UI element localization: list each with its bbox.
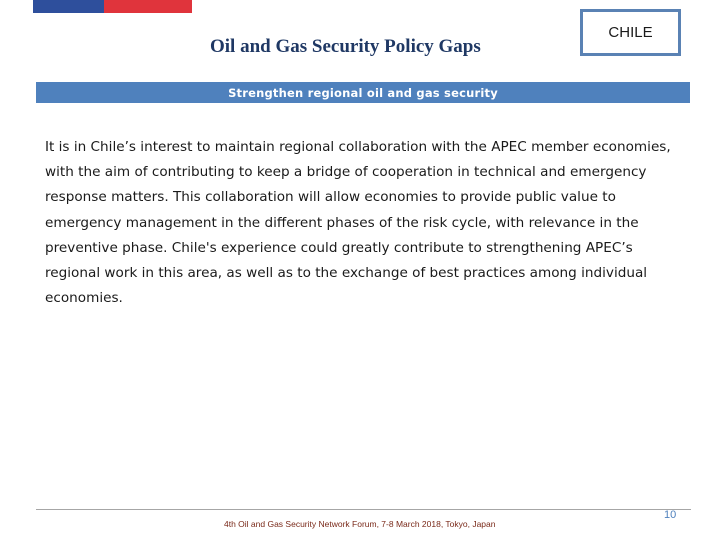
footer-event-text: 4th Oil and Gas Security Network Forum, 7-8 March 2018, Tokyo, Japan bbox=[224, 519, 496, 529]
section-banner-text: Strengthen regional oil and gas security bbox=[228, 85, 498, 100]
flag-stripe-red bbox=[104, 0, 192, 13]
slide-title: Oil and Gas Security Policy Gaps bbox=[210, 36, 481, 57]
country-label: CHILE bbox=[608, 24, 653, 41]
section-banner bbox=[36, 82, 690, 103]
country-label-box bbox=[580, 9, 681, 56]
flag-stripe-blue bbox=[33, 0, 104, 13]
page-number: 10 bbox=[664, 509, 677, 521]
body-paragraph: It is in Chile’s interest to maintain regional collaboration with the APEC member economies, with the aim of contributing to keep a bridge of cooperation in technical and emergency response matters. This collaboration will allow economies to provide public value to emergency management in the different phases of the risk cycle, with relevance in the preventive phase. Chile's experience could greatly contribute to strengthening APEC’s regional work in this area, as well as to the exchange of best practices among individual economies. bbox=[45, 139, 671, 307]
footer-divider bbox=[36, 509, 691, 510]
